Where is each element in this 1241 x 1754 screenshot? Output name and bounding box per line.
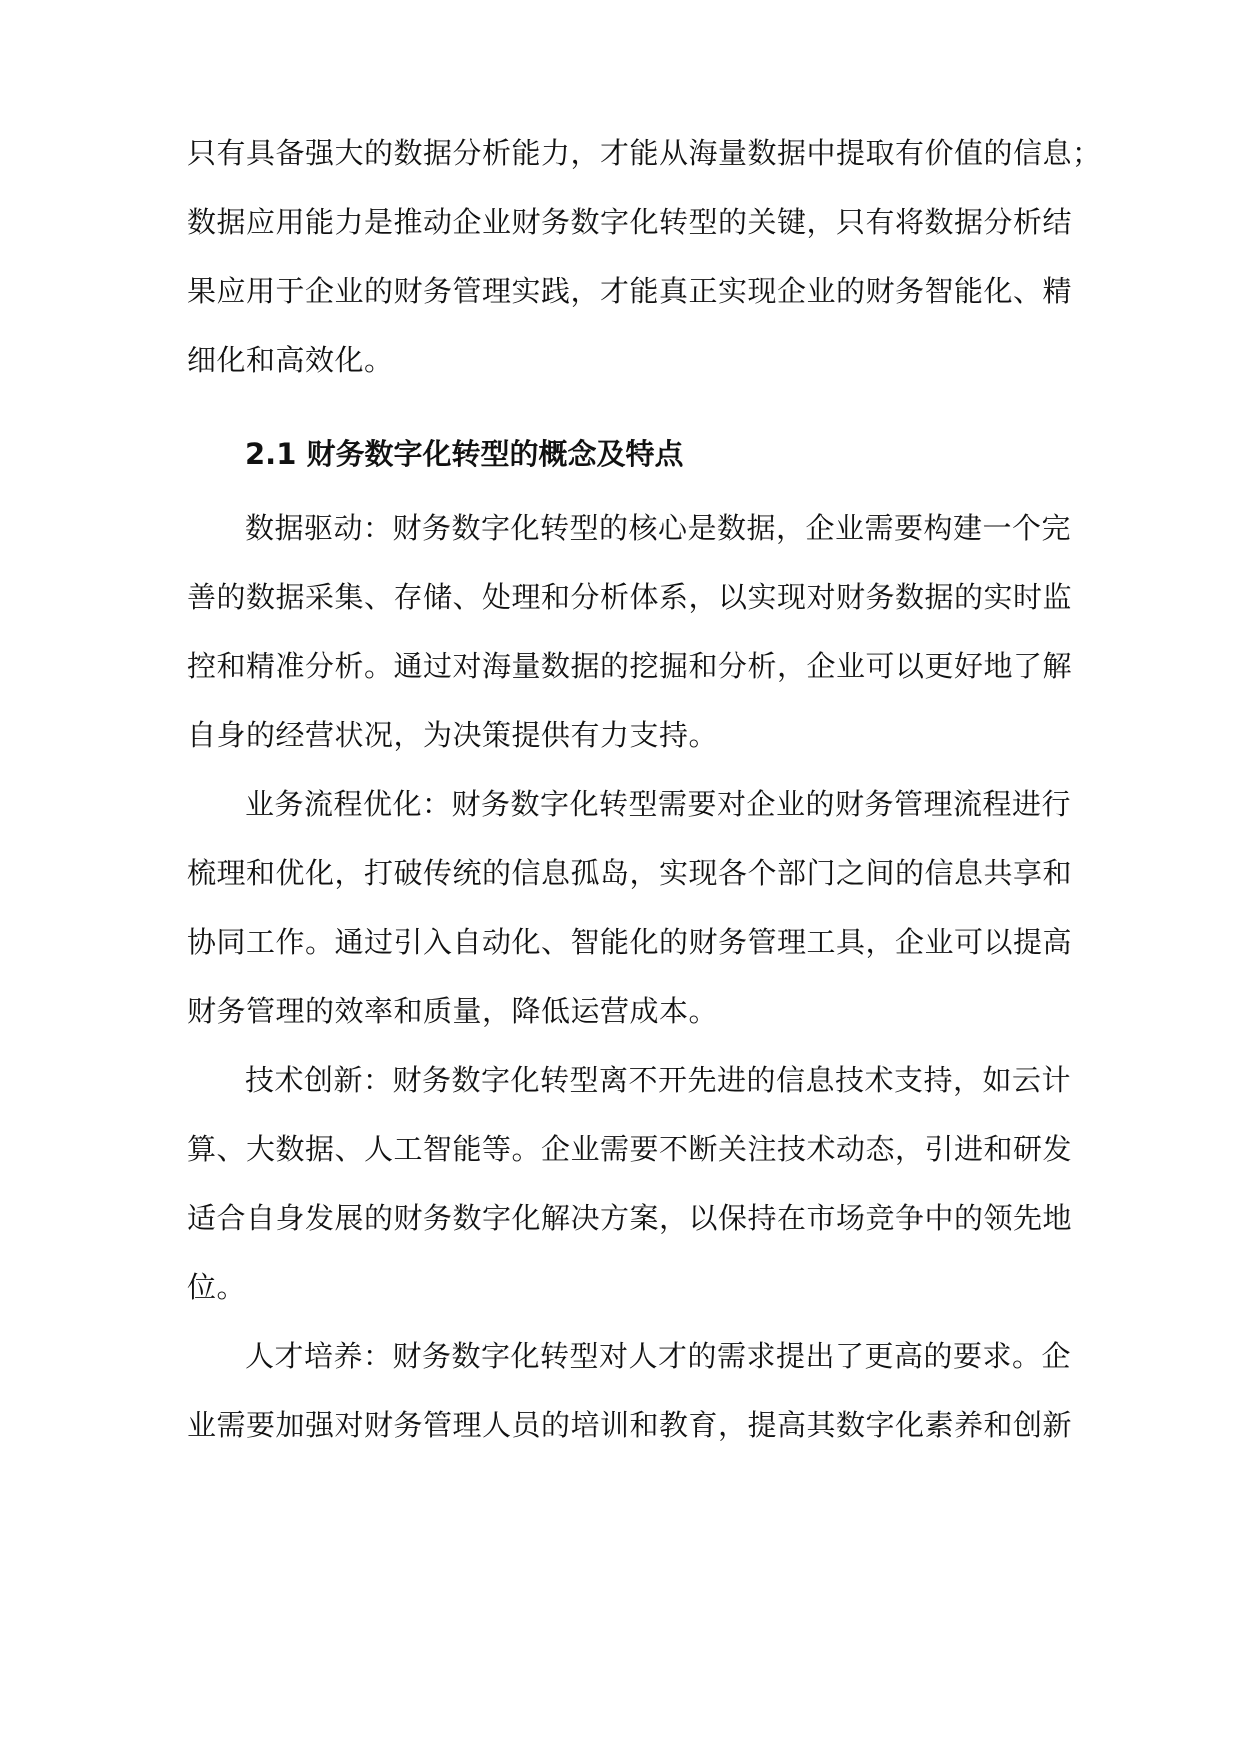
tech-line-2: 算、大数据、人工智能等。企业需要不断关注技术动态，引进和研发 — [187, 1132, 1073, 1166]
talent-line-2: 业需要加强对财务管理人员的培训和教育，提高其数字化素养和创新 — [187, 1408, 1073, 1442]
process-line-3: 协同工作。通过引入自动化、智能化的财务管理工具，企业可以提高 — [187, 925, 1073, 959]
process-line-1: 业务流程优化：财务数字化转型需要对企业的财务管理流程进行 — [245, 787, 1072, 821]
process-line-2: 梳理和优化，打破传统的信息孤岛，实现各个部门之间的信息共享和 — [187, 856, 1073, 890]
tech-line-4: 位。 — [187, 1270, 247, 1304]
data-driven-line-4: 自身的经营状况，为决策提供有力支持。 — [187, 718, 719, 752]
data-driven-line-1: 数据驱动：财务数字化转型的核心是数据，企业需要构建一个完 — [245, 511, 1072, 545]
intro-line-1: 只有具备强大的数据分析能力，才能从海量数据中提取有价值的信息； — [187, 136, 1102, 170]
intro-line-2: 数据应用能力是推动企业财务数字化转型的关键，只有将数据分析结 — [187, 205, 1073, 239]
process-line-4: 财务管理的效率和质量，降低运营成本。 — [187, 994, 719, 1028]
section-heading: 2.1 财务数字化转型的概念及特点 — [245, 437, 684, 471]
intro-line-3: 果应用于企业的财务管理实践，才能真正实现企业的财务智能化、精 — [187, 274, 1073, 308]
talent-line-1: 人才培养：财务数字化转型对人才的需求提出了更高的要求。企 — [245, 1339, 1072, 1373]
data-driven-line-3: 控和精准分析。通过对海量数据的挖掘和分析，企业可以更好地了解 — [187, 649, 1073, 683]
data-driven-line-2: 善的数据采集、存储、处理和分析体系，以实现对财务数据的实时监 — [187, 580, 1073, 614]
tech-line-3: 适合自身发展的财务数字化解决方案，以保持在市场竞争中的领先地 — [187, 1201, 1073, 1235]
intro-line-4: 细化和高效化。 — [187, 343, 394, 377]
tech-line-1: 技术创新：财务数字化转型离不开先进的信息技术支持，如云计 — [245, 1063, 1072, 1097]
